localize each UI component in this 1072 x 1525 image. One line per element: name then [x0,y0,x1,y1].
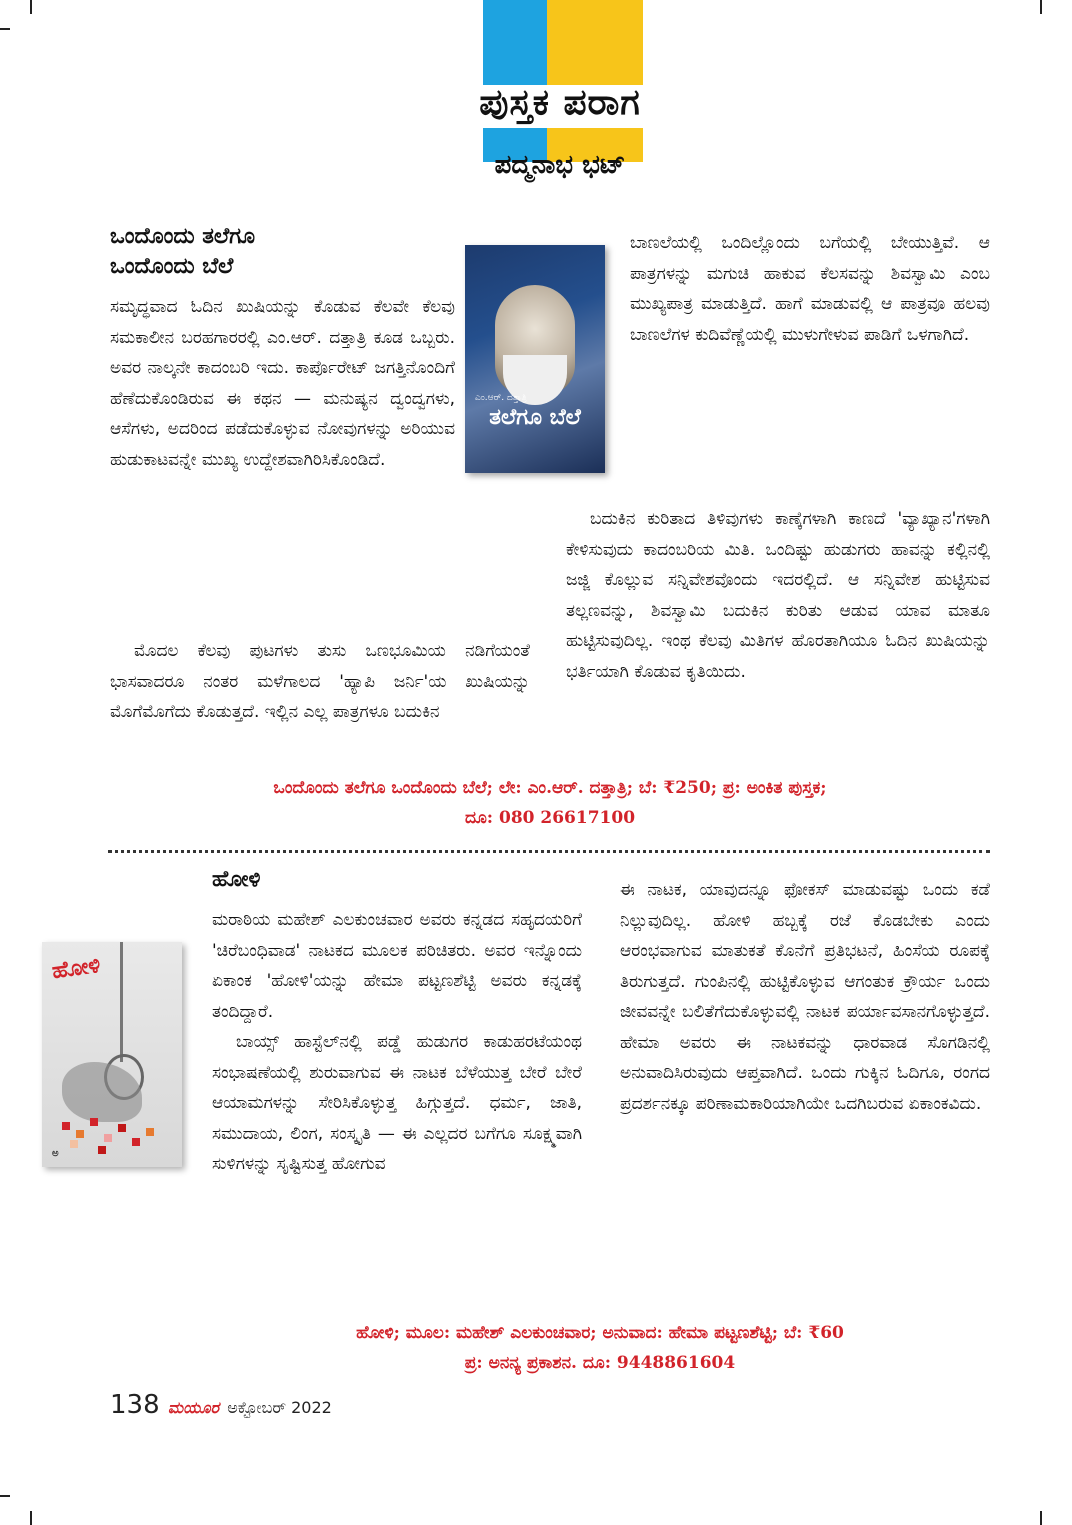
cover-author-text: ಎಂ.ಆರ್. ದತ್ತಾತ್ರಿ [475,393,527,403]
article1-right-paragraph-1: ಬಾಣಲೆಯಲ್ಲಿ ಒಂದಿಲ್ಲೊಂದು ಬಗೆಯಲ್ಲಿ ಬೇಯುತ್ತಿವೆ. ಆ ಪಾತ್ರಗಳನ್ನು ಮಗುಚಿ ಹಾಕುವ ಕೆಲಸವನ್ನು ಶಿವಸ್ವಾಮಿ ಎಂಬ ಮುಖ್ಯಪಾತ್ರ ಮಾಡುತ್ತಿದೆ. ಹಾಗೆ ಮಾಡುವಲ್ಲಿ ಆ ಪಾತ್ರವೂ ಹಲವು ಬಾಣಲೆಗಳ ಕುದಿವೆಣ್ಣೆಯಲ್ಲಿ ಮುಳುಗೇಳುವ ಪಾಡಿಗೆ ಒಳಗಾಗಿದೆ. [630,233,990,345]
article1-title-line2: ಒಂದೊಂದು ಬೆಲೆ [110,254,234,279]
article1-right-column-lower [566,504,990,687]
article-divider [108,850,990,853]
page-number: 138 [110,1390,160,1420]
cover-pixel-mark [132,1138,140,1146]
section-title: ಪುಸ್ತಕ ಪರಾಗ [479,82,641,123]
crop-mark-left-top [0,28,10,30]
header-yellow-block [547,0,643,85]
article2-left-paragraph-1: ಮರಾಠಿಯ ಮಹೇಶ್ ಎಲಕುಂಚವಾರ ಅವರು ಕನ್ನಡದ ಸಹೃದಯರಿಗೆ 'ಚಿರೆಬಂಧಿವಾಡ' ನಾಟಕದ ಮೂಲಕ ಪರಿಚಿತರು. ಅವರ ಇನ್ನೊಂದು ಏಕಾಂಕ 'ಹೋಳಿ'ಯನ್ನು ಹೇಮಾ ಪಟ್ಟಣಶೆಟ್ಟಿ ಅವರು ಕನ್ನಡಕ್ಕೆ ತಂದಿದ್ದಾರೆ. [212,910,582,1022]
article1-left-paragraph-2: ಮೊದಲ ಕೆಲವು ಪುಟಗಳು ತುಸು ಒಣಭೂಮಿಯ ನಡಿಗೆಯಂತೆ ಭಾಸವಾದರೂ ನಂತರ ಮಳೆಗಾಲದ 'ಹ್ಯಾಪಿ ಜರ್ನಿ'ಯ ಖುಷಿಯನ್ನು ಮೊಗೆಮೊಗೆದು ಕೊಡುತ್ತದೆ. ಇಲ್ಲಿನ ಎಲ್ಲ ಪಾತ್ರಗಳೂ ಬದುಕಿನ [110,641,530,722]
article2-left-column [212,905,582,1180]
article2-right-paragraph-1: ಈ ನಾಟಕ, ಯಾವುದನ್ನೂ ಫೋಕಸ್ ಮಾಡುವಷ್ಟು ಒಂದು ಕಡೆ ನಿಲ್ಲುವುದಿಲ್ಲ. ಹೋಳಿ ಹಬ್ಬಕ್ಕೆ ರಜೆ ಕೊಡಬೇಕು ಎಂದು ಆರಂಭವಾಗುವ ಮಾತುಕತೆ ಕೊನೆಗೆ ಪ್ರತಿಭಟನೆ, ಹಿಂಸೆಯ ರೂಪಕ್ಕೆ ತಿರುಗುತ್ತದೆ. ಗುಂಪಿನಲ್ಲಿ ಹುಟ್ಟಿಕೊಳ್ಳುವ ಆಗಂತುಕ ಕ್ರೌರ್ಯ ಒಂದು ಜೀವವನ್ನೇ ಬಲಿತೆಗೆದುಕೊಳ್ಳುವಲ್ಲಿ ನಾಟಕ ಪರ್ಯಾವಸಾನಗೊಳ್ಳುತ್ತದೆ. ಹೇಮಾ ಅವರು ಈ ನಾಟಕವನ್ನು ಧಾರವಾಡ ಸೊಗಡಿನಲ್ಲಿ ಅನುವಾದಿಸಿರುವುದು ಆಪ್ತವಾಗಿದೆ. ಒಂದು ಗುಕ್ಕಿನ ಓದಿಗೂ, ರಂಗದ ಪ್ರದರ್ಶನಕ್ಕೂ ಪರಿಣಾಮಕಾರಿಯಾಗಿಯೇ ಒದಗಿಬರುವ ಏಕಾಂಕವಿದು. [620,880,990,1114]
article1-credit-line1: ಒಂದೊಂದು ತಲೆಗೂ ಒಂದೊಂದು ಬೆಲೆ; ಲೇ: ಎಂ.ಆರ್. ದತ್ತಾತ್ರಿ; ಬೆ: ₹250; ಪ್ರ: ಅಂಕಿತ ಪುಸ್ತಕ; [273,778,827,798]
cover-pixel-mark [90,1118,98,1126]
crop-mark-top-right [1040,0,1042,14]
article2-credit-line2: ಪ್ರ: ಅನನ್ಯ ಪ್ರಕಾಶನ. ದೂ: 9448861604 [464,1353,736,1373]
article2-right-column [620,875,990,1119]
article2-left-paragraph-2: ಬಾಯ್ಸ್ ಹಾಸ್ಟೆಲ್‌ನಲ್ಲಿ ಪಡ್ಡೆ ಹುಡುಗರ ಕಾಡುಹರಟೆಯಂಥ ಸಂಭಾಷಣೆಯಲ್ಲಿ ಶುರುವಾಗುವ ಈ ನಾಟಕ ಬೆಳೆಯುತ್ತ ಬೇರೆ ಬೇರೆ ಆಯಾಮಗಳನ್ನು ಸೇರಿಸಿಕೊಳ್ಳುತ್ತ ಹಿಗ್ಗುತ್ತದೆ. ಧರ್ಮ, ಜಾತಿ, ಸಮುದಾಯ, ಲಿಂಗ, ಸಂಸ್ಕೃತಿ — ಈ ಎಲ್ಲದರ ಬಗೆಗೂ ಸೂಕ್ಷ್ಮವಾಗಿ ಸುಳಿಗಳನ್ನು ಸೃಷ್ಟಿಸುತ್ತ ಹೋಗುವ [212,1032,582,1174]
article2-credit-line1: ಹೋಳಿ; ಮೂಲ: ಮಹೇಶ್ ಎಲಕುಂಚವಾರ; ಅನುವಾದ: ಹೇಮಾ ಪಟ್ಟಣಶೆಟ್ಟಿ; ಬೆ: ₹60 [356,1323,844,1343]
header-color-blocks [483,0,643,85]
issue-date: ಅಕ್ಟೋಬರ್ 2022 [227,1398,332,1417]
cover-title-text: ತಲೆಗೂ ಬೆಲೆ [489,405,581,430]
article1-book-cover [465,245,605,473]
article1-right-paragraph-2: ಬದುಕಿನ ಕುರಿತಾದ ತಿಳಿವುಗಳು ಕಾಣ್ಕೆಗಳಾಗಿ ಕಾಣದೆ 'ವ್ಯಾಖ್ಯಾನ'ಗಳಾಗಿ ಕೇಳಿಸುವುದು ಕಾದಂಬರಿಯ ಮಿತಿ. ಒಂದಿಷ್ಟು ಹುಡುಗರು ಹಾವನ್ನು ಕಲ್ಲಿನಲ್ಲಿ ಜಜ್ಜಿ ಕೊಲ್ಲುವ ಸನ್ನಿವೇಶವೊಂದು ಇದರಲ್ಲಿದೆ. ಆ ಸನ್ನಿವೇಶ ಹುಟ್ಟಿಸುವ ತಲ್ಲಣವನ್ನು, ಶಿವಸ್ವಾಮಿ ಬದುಕಿನ ಕುರಿತು ಆಡುವ ಯಾವ ಮಾತೂ ಹುಟ್ಟಿಸುವುದಿಲ್ಲ. ಇಂಥ ಕೆಲವು ಮಿತಿಗಳ ಹೊರತಾಗಿಯೂ ಓದಿನ ಖುಷಿಯನ್ನು ಭರ್ತಿಯಾಗಿ ಕೊಡುವ ಕೃತಿಯಿದು. [566,509,990,682]
article1-left-column-lower [110,636,530,728]
article2-credit [150,1318,1050,1378]
crop-mark-bottom-left [30,1511,32,1525]
page-footer [110,1390,332,1420]
cover-rope-graphic [120,942,123,1062]
header-blue-block [483,0,547,85]
cover-pixel-mark [76,1130,84,1138]
publisher-logo-icon: ಅ [52,1148,59,1159]
article1-title [110,222,450,282]
article1-right-column [630,228,990,350]
article1-title-line1: ಒಂದೊಂದು ತಲೆಗೂ [110,224,256,249]
cover-pixel-mark [62,1122,70,1130]
crop-mark-bottom-right [1040,1511,1042,1525]
crop-mark-top-left [30,0,32,14]
cover-pixel-mark [118,1124,126,1132]
article1-left-paragraph-1: ಸಮೃದ್ಧವಾದ ಓದಿನ ಖುಷಿಯನ್ನು ಕೊಡುವ ಕೆಲವೇ ಕೆಲವು ಸಮಕಾಲೀನ ಬರಹಗಾರರಲ್ಲಿ ಎಂ.ಆರ್. ದತ್ತಾತ್ರಿ ಕೂಡ ಒಬ್ಬರು. ಅವರ ನಾಲ್ಕನೇ ಕಾದಂಬರಿ ಇದು. ಕಾರ್ಪೊರೇಟ್ ಜಗತ್ತಿನೊಂದಿಗೆ ಹೆಣೆದುಕೊಂಡಿರುವ ಈ ಕಥನ — ಮನುಷ್ಯನ ದ್ವಂದ್ವಗಳು, ಆಸೆಗಳು, ಅದರಿಂದ ಪಡೆದುಕೊಳ್ಳುವ ನೋವುಗಳನ್ನು ಅರಿಯುವ ಹುಡುಕಾಟವನ್ನೇ ಮುಖ್ಯ ಉದ್ದೇಶವಾಗಿರಿಸಿಕೊಂಡಿದೆ. [110,297,455,470]
article1-credit [110,773,990,833]
article2-title: ಹೋಳಿ [212,867,261,892]
cover-pixel-mark [146,1128,154,1136]
cover-pixel-mark [98,1146,106,1154]
column-author: ಪದ್ಮನಾಭ ಭಟ್ [494,150,626,180]
cover-title-text: ಹೋಳಿ [50,952,103,985]
cover-pixel-mark [70,1140,78,1148]
magazine-name: ಮಯೂರ [167,1398,219,1417]
cover-pixel-mark [104,1134,112,1142]
article1-credit-line2: ದೂ: 080 26617100 [464,808,636,828]
article2-book-cover [42,942,182,1167]
article1-left-column [110,292,455,475]
crop-mark-left-bottom [0,1495,10,1497]
